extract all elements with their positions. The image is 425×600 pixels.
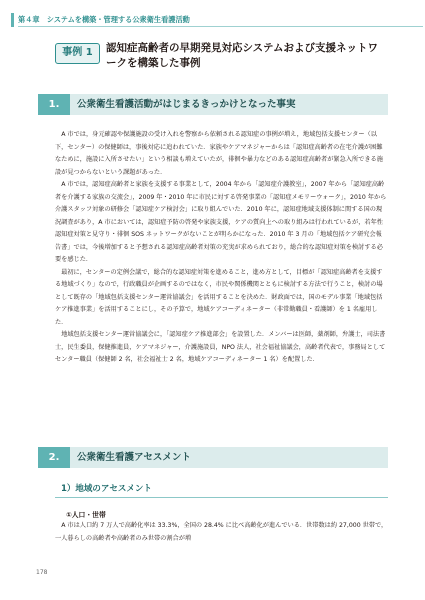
paragraph: 最初に，センターの定例会議で，総合的な認知症対策を進めること，進め方として，目標が「認知症高齢者を支援する地域づくり」なので，行政職員が企画するのではなく，市民や関係機関とともに検討する方法で行うこと，検討の場として既存の「地域包括支援センター運営協議会」を活用することを決めた．財政面では，国のモデル事業「地域包括ケア推進事業」を活用することにし，その予算で，地域ケアコーディネーター（非常勤職員・看護師）を 1 名雇用した． [55,268,383,326]
chapter-title [18,14,190,26]
section-2-title: 公衆衛生看護アセスメント [77,452,191,463]
item-heading: ①人口・世帯 [66,511,106,519]
section-1-heading [38,94,388,115]
paragraph: 地域包括支援センター運営協議会に，「認知症ケア推進部会」を設置した．メンバーは医師，薬剤師，弁護士，司法書士，民生委員，保健推進員，ケアマネジャー，介護施設員，NPO 法人，社会福祉協議会，高齢者代表で，事務局としてセンター職員（保健師 2 名，社会福祉士 2 名，地域ケアコーディネーター 1 名）を配置した． [55,331,386,363]
case-badge: 事例 1 [55,43,100,64]
section-1-body [55,129,388,367]
section-2-body [55,520,388,545]
paragraph: A 市では，認知症高齢者と家族を支援する事業として，2004 年から「認知症介護教室」，2007 年から「認知症高齢者を介護する家族の交流会」，2009 年・2010 年に市民に対する啓発事業の「認知症メモリーウォーク」，2010 年から介護スタッフ対象の研修会「認知症ケア検討会」に取り組んでいた．2010 年に，認知症地域支援体制に関する国の現況調査があり，A 市においては，認知症予防の啓発や家族支援，ケアの質向上への取り組みは行われているが，若年性認知症対策と見守り・徘徊 SOS ネットワークがないことが明らかになった．2010 年 3 月の「地域包括ケア研究会報告書」では，今後増加すると予想される認知症高齢者対策の充実が求められており，総合的な認知症対策を検討する必要を感じた． [55,181,387,263]
section-1-number: 1. [38,94,70,115]
chapter-number: 第４章 [18,15,40,24]
subsection-heading [55,480,388,498]
section-2-number: 2. [38,447,70,468]
subsection-title: 1）地域のアセスメント [61,484,152,494]
page-number: 178 [36,569,48,576]
section-1-title: 公衆衛生看護活動がはじまるきっかけとなった事実 [77,99,296,110]
paragraph: A 市では，身元確認や保護施設の受け入れを警察から依頼される認知症の事例が増え，地域包括支援センター（以下，センター）の保健師は，事後対応に追われていた．家族やケアマネジャーからは「認知症高齢者の在宅介護が困難なために，施設に入所させたい」という相談も増えていたが，徘徊や暴力などのある認知症高齢者が緊急入所できる施設が見つからないという課題があった． [55,131,383,176]
chapter-marker-bar [11,13,14,27]
chapter-name: システムを構築・管理する公衆衛生看護活動 [46,15,190,24]
chapter-divider [18,26,423,27]
case-title: 認知症高齢者の早期発見対応システムおよび支援ネットワークを構築した事例 [106,42,378,69]
section-2-heading [38,447,388,468]
chapter-header [0,13,425,27]
paragraph: A 市は人口約 7 万人で高齢化率は 33.3%，全国の 28.4% に比べ高齢化が進んでいる．世帯数は約 27,000 世帯で，一人暮らしの高齢者や高齢者のみ世帯の割合が増 [55,522,388,542]
